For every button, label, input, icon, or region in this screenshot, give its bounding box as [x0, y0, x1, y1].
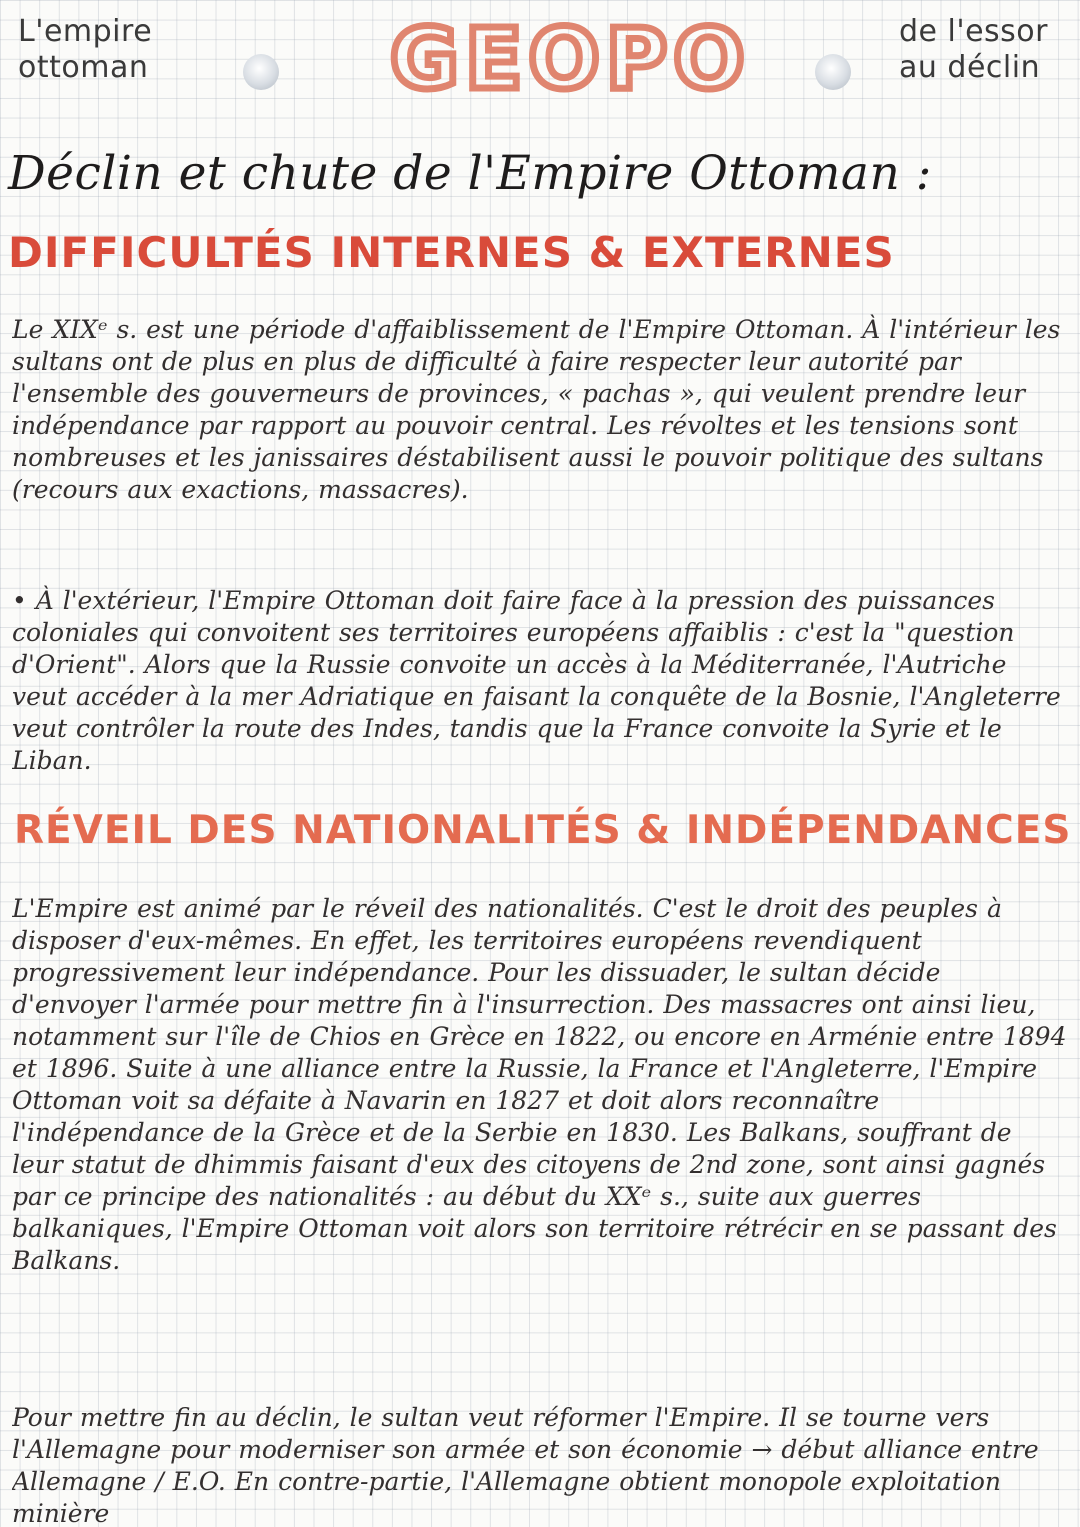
paragraph-interior: Le XIXᵉ s. est une période d'affaiblissement de l'Empire Ottoman. À l'intérieur les sultans ont de plus en plus de difficulté à faire respecter leur autorité par l'ensemble des gouverneurs de provinces, « pachas », qui veulent prendre leur indépendance par rapport au pouvoir central. Les révoltes et les tensions sont nombreuses et les janissaires déstabilisent aussi le pouvoir politique des sultans (recours aux exactions, massacres).: [12, 315, 1061, 504]
paragraph-exterior: • À l'extérieur, l'Empire Ottoman doit faire face à la pression des puissances coloniales qui convoitent ses territoires européens affaiblis : c'est la "question d'Orient". Alors que la Russie convoite un accès à la Méditerranée, l'Autriche veut accéder à la mer Adriatique en faisant la conquête de la Bosnie, l'Angleterre veut contrôler la route des Indes, tandis que la France convoite la Syrie et le Liban.: [12, 586, 1061, 775]
paragraph-nationalities: L'Empire est animé par le réveil des nationalités. C'est le droit des peuples à disposer d'eux-mêmes. En effet, les territoires européens revendiquent progressivement leur indépendance. Pour les dissuader, le sultan décide d'envoyer l'armée pour mettre fin à l'insurrection. Des massacres ont ainsi lieu, notamment sur l'île de Chios en Grèce en 1822, ou encore en Arménie entre 1894 et 1896. Suite à une alliance entre la Russie, la France et l'Angleterre, l'Empire Ottoman voit sa défaite à Navarin en 1827 et doit alors reconnaître l'indépendance de la Grèce et de la Serbie en 1830. Les Balkans, souffrant de leur statut de dhimmis faisant d'eux des citoyens de 2nd zone, sont ainsi gagnés par ce principe des nationalités : au début du XXᵉ s., suite aux guerres balkaniques, l'Empire Ottoman voit alors son territoire rétrécir en se passant des Balkans.: [12, 894, 1067, 1275]
logo-text: GEOPO: [390, 10, 751, 98]
page-title: Déclin et chute de l'Empire Ottoman :: [8, 146, 932, 201]
header-left-line-2: ottoman: [18, 50, 149, 85]
header-right-line-1: de l'essor: [898, 14, 1048, 49]
header-right-line-2: au déclin: [898, 50, 1041, 85]
section-heading-internal-external: DIFFICULTÉS INTERNES & EXTERNES: [8, 228, 895, 277]
punch-hole-left: [243, 54, 279, 90]
geopo-logo: [382, 10, 772, 98]
header-left-label: [18, 14, 152, 86]
section-heading-nationalities: RÉVEIL DES NATIONALITÉS & INDÉPENDANCES: [14, 808, 1072, 853]
paragraph-reforms: Pour mettre fin au déclin, le sultan veut réformer l'Empire. Il se tourne vers l'Allemagne pour moderniser son armée et son économie → début alliance entre Allemagne / E.O. En contre-partie, l'Allemagne obtient monopole exploitation minière: [12, 1403, 1039, 1527]
punch-hole-right: [815, 54, 851, 90]
header-right-label: [899, 14, 1048, 86]
header-left-line-1: L'empire: [18, 14, 153, 49]
